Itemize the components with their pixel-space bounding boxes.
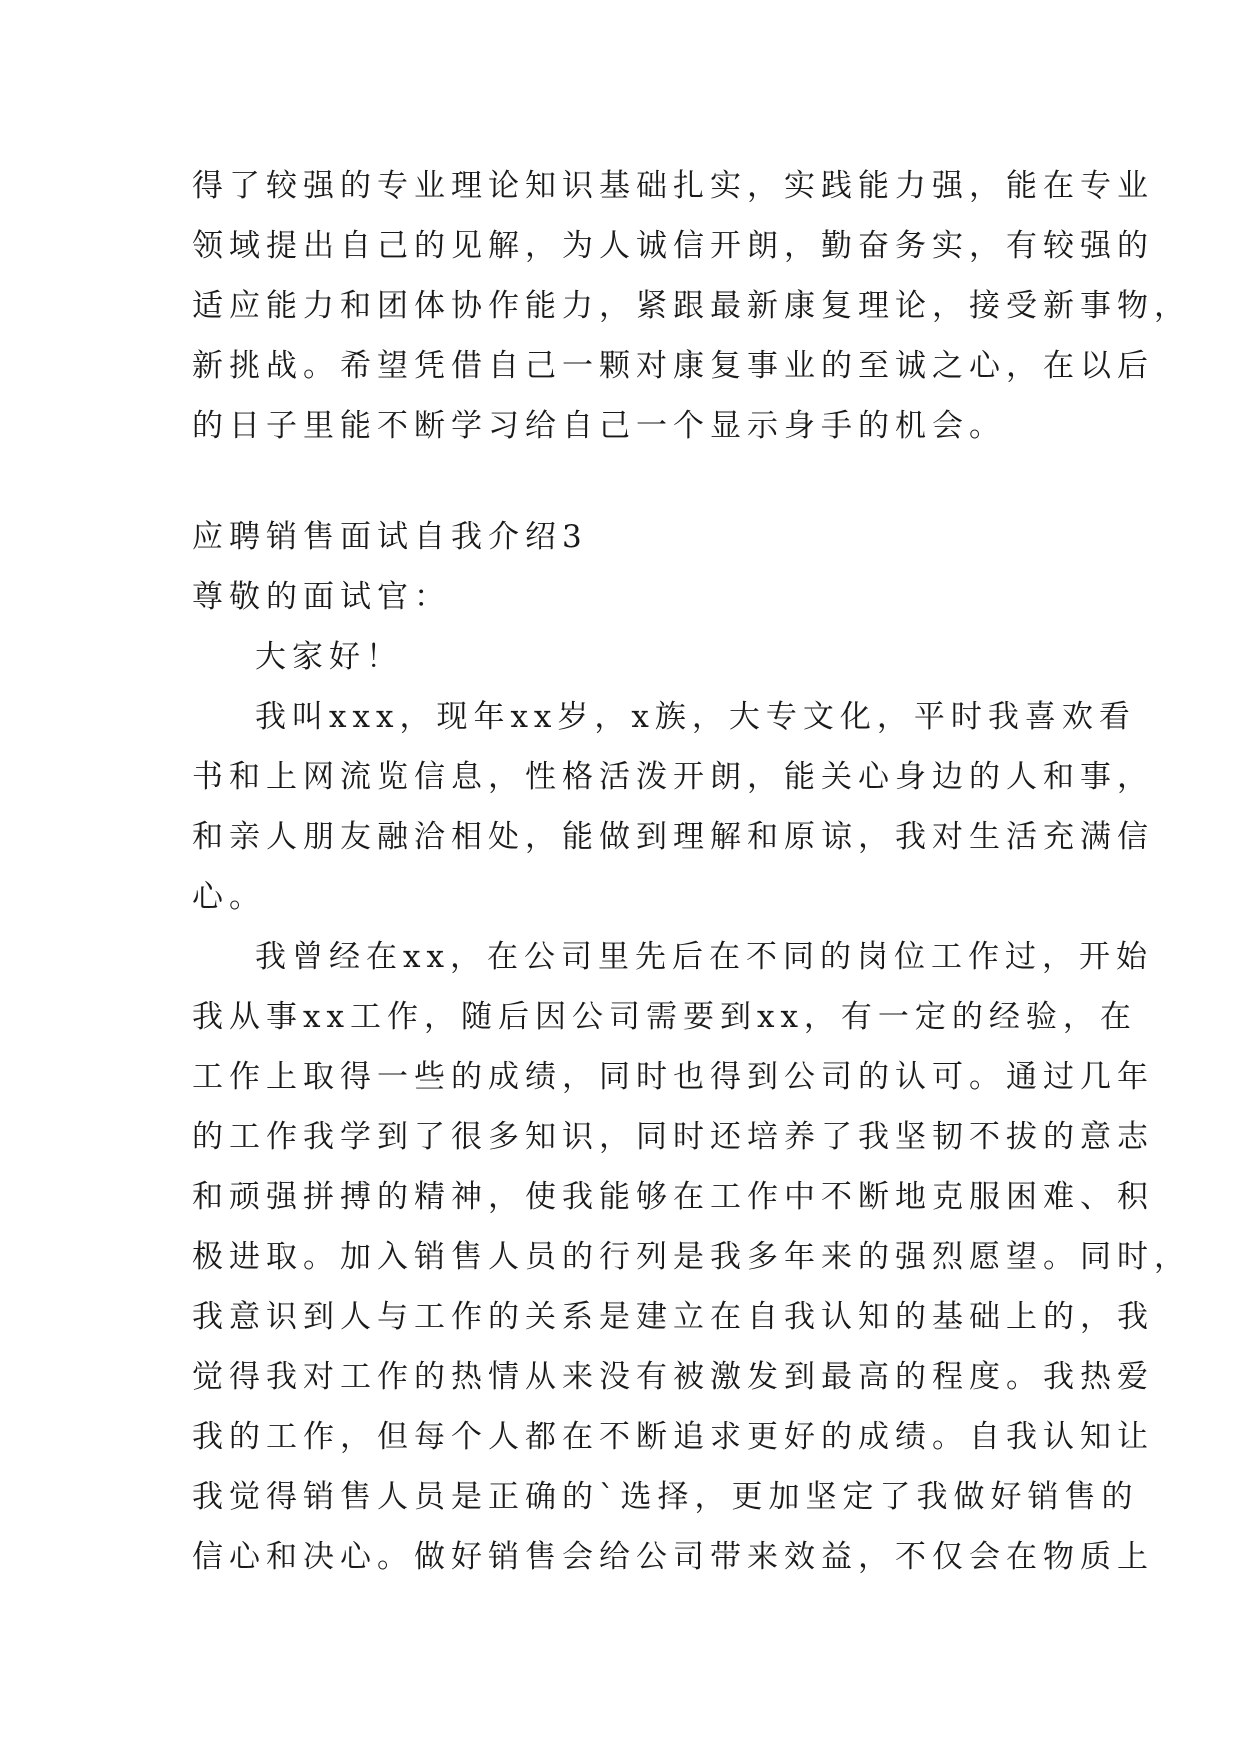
paragraph-line: 我意识到人与工作的关系是建立在自我认知的基础上的，我 bbox=[192, 1299, 1154, 1335]
paragraph-line: 觉得我对工作的热情从来没有被激发到最高的程度。我热爱 bbox=[192, 1359, 1154, 1395]
paragraph-line: 工作上取得一些的成绩，同时也得到公司的认可。通过几年 bbox=[192, 1059, 1154, 1095]
paragraph-line: 领域提出自己的见解，为人诚信开朗，勤奋务实，有较强的 bbox=[192, 228, 1154, 264]
salutation: 尊敬的面试官： bbox=[192, 579, 451, 615]
paragraph-line: 我叫xxx，现年xx岁，x族，大专文化，平时我喜欢看 bbox=[255, 699, 1136, 735]
paragraph-line: 的工作我学到了很多知识，同时还培养了我坚韧不拔的意志 bbox=[192, 1119, 1154, 1155]
paragraph-line: 的日子里能不断学习给自己一个显示身手的机会。 bbox=[192, 408, 1006, 444]
paragraph-line: 适应能力和团体协作能力，紧跟最新康复理论，接受新事物， bbox=[192, 288, 1191, 324]
greeting: 大家好！ bbox=[255, 639, 403, 675]
paragraph-line: 我觉得销售人员是正确的`选择，更加坚定了我做好销售的 bbox=[192, 1479, 1139, 1515]
paragraph-line: 信心和决心。做好销售会给公司带来效益，不仅会在物质上 bbox=[192, 1539, 1154, 1575]
paragraph-line: 和顽强拼搏的精神，使我能够在工作中不断地克服困难、积 bbox=[192, 1179, 1154, 1215]
paragraph-line: 和亲人朋友融洽相处，能做到理解和原谅，我对生活充满信 bbox=[192, 819, 1154, 855]
paragraph-line: 书和上网流览信息，性格活泼开朗，能关心身边的人和事， bbox=[192, 759, 1154, 795]
paragraph-line: 我从事xx工作，随后因公司需要到xx，有一定的经验，在 bbox=[192, 999, 1137, 1035]
paragraph-line: 得了较强的专业理论知识基础扎实，实践能力强，能在专业 bbox=[192, 168, 1154, 204]
paragraph-line: 我的工作，但每个人都在不断追求更好的成绩。自我认知让 bbox=[192, 1419, 1154, 1455]
paragraph-line: 极进取。加入销售人员的行列是我多年来的强烈愿望。同时， bbox=[192, 1239, 1191, 1275]
section-heading: 应聘销售面试自我介绍3 bbox=[192, 519, 588, 555]
paragraph-line: 我曾经在xx，在公司里先后在不同的岗位工作过，开始 bbox=[255, 939, 1153, 975]
paragraph-line: 心。 bbox=[192, 879, 266, 915]
paragraph-line: 新挑战。希望凭借自己一颗对康复事业的至诚之心，在以后 bbox=[192, 348, 1154, 384]
